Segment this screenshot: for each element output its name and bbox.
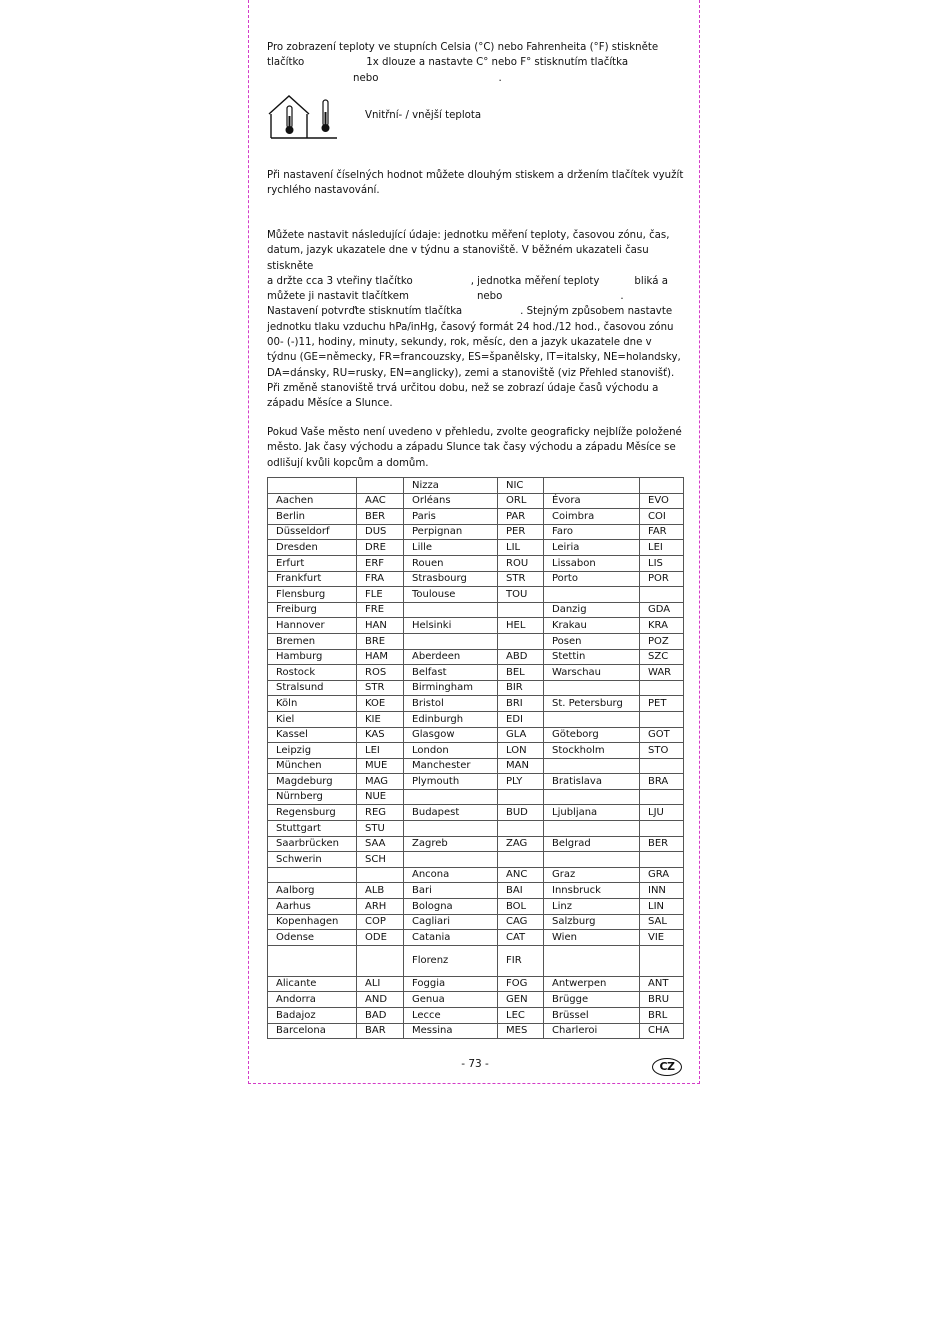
indoor-outdoor-label: Vnitřní- / vnější teplota: [365, 110, 482, 121]
city-name-cell: Kiel: [268, 711, 357, 727]
city-name-cell: Rostock: [268, 665, 357, 681]
para3-l3: [267, 274, 684, 289]
city-code-cell: [640, 945, 684, 976]
city-code-cell: [498, 633, 544, 649]
city-code-cell: PER: [498, 524, 544, 540]
city-code-cell: STR: [498, 571, 544, 587]
city-code-cell: STO: [640, 743, 684, 759]
para3-l5b: . Stejným způsobem nastavte: [520, 306, 673, 318]
city-code-cell: STR: [357, 680, 404, 696]
city-code-cell: ROS: [357, 665, 404, 681]
table-row: [268, 789, 684, 805]
city-code-cell: ALI: [357, 976, 404, 992]
city-code-cell: VIE: [640, 930, 684, 946]
city-code-cell: PAR: [498, 509, 544, 525]
city-code-cell: AND: [357, 992, 404, 1008]
city-name-cell: Zagreb: [404, 836, 498, 852]
house-thermometer-icon: [267, 94, 339, 140]
city-name-cell: Bologna: [404, 899, 498, 915]
para1-line3b: .: [498, 72, 502, 84]
city-code-cell: HAM: [357, 649, 404, 665]
city-code-cell: [640, 821, 684, 837]
city-code-cell: CAT: [498, 930, 544, 946]
city-code-cell: NIC: [498, 478, 544, 494]
city-name-cell: Ljubljana: [544, 805, 640, 821]
city-name-cell: Birmingham: [404, 680, 498, 696]
city-name-cell: Messina: [404, 1023, 498, 1039]
city-name-cell: Bratislava: [544, 774, 640, 790]
city-code-cell: [498, 789, 544, 805]
city-name-cell: [268, 867, 357, 883]
city-code-cell: FRE: [357, 602, 404, 618]
city-code-cell: NUE: [357, 789, 404, 805]
city-name-cell: Hannover: [268, 618, 357, 634]
city-code-cell: BEL: [498, 665, 544, 681]
city-code-cell: BRE: [357, 633, 404, 649]
table-row: [268, 602, 684, 618]
fast-adjust-paragraph: Při nastavení číselných hodnot můžete dlouhým stiskem a držením tlačítek využít rychlého nastavování.: [267, 170, 684, 197]
city-name-cell: Faro: [544, 524, 640, 540]
city-name-cell: Stettin: [544, 649, 640, 665]
city-name-cell: Foggia: [404, 976, 498, 992]
city-name-cell: Warschau: [544, 665, 640, 681]
city-code-cell: [357, 945, 404, 976]
city-name-cell: Alicante: [268, 976, 357, 992]
city-code-cell: COI: [640, 509, 684, 525]
city-code-cell: LEI: [640, 540, 684, 556]
table-row: [268, 930, 684, 946]
city-name-cell: Danzig: [544, 602, 640, 618]
city-name-cell: [404, 852, 498, 868]
table-row: [268, 836, 684, 852]
table-row: [268, 696, 684, 712]
city-code-cell: BAD: [357, 1008, 404, 1024]
city-code-cell: ODE: [357, 930, 404, 946]
city-code-cell: [498, 821, 544, 837]
city-name-cell: Orléans: [404, 493, 498, 509]
city-name-cell: Stockholm: [544, 743, 640, 759]
temperature-unit-paragraph: [267, 40, 684, 86]
city-code-cell: BRI: [498, 696, 544, 712]
city-name-cell: Hamburg: [268, 649, 357, 665]
table-row: [268, 524, 684, 540]
city-name-cell: Florenz: [404, 945, 498, 976]
table-row: [268, 992, 684, 1008]
city-name-cell: Rouen: [404, 555, 498, 571]
city-name-cell: Badajoz: [268, 1008, 357, 1024]
city-name-cell: [544, 789, 640, 805]
table-row: [268, 867, 684, 883]
city-code-cell: EVO: [640, 493, 684, 509]
city-code-cell: SAL: [640, 914, 684, 930]
city-name-cell: Kassel: [268, 727, 357, 743]
city-name-cell: Leipzig: [268, 743, 357, 759]
para1-line3: [267, 71, 684, 86]
city-code-cell: POR: [640, 571, 684, 587]
city-name-cell: Graz: [544, 867, 640, 883]
city-name-cell: Belgrad: [544, 836, 640, 852]
city-code-cell: [640, 680, 684, 696]
city-name-cell: Andorra: [268, 992, 357, 1008]
para1-line2a: tlačítko: [267, 57, 305, 69]
city-name-cell: Kopenhagen: [268, 914, 357, 930]
para3-l1: Můžete nastavit následující údaje: jednotku měření teploty, časovou zónu, čas,: [267, 230, 670, 241]
city-name-cell: Brüssel: [544, 1008, 640, 1024]
table-row: [268, 1008, 684, 1024]
city-name-cell: Perpignan: [404, 524, 498, 540]
city-name-cell: [544, 478, 640, 494]
table-row: [268, 618, 684, 634]
city-name-cell: Lissabon: [544, 555, 640, 571]
city-name-cell: Stralsund: [268, 680, 357, 696]
city-code-cell: BER: [357, 509, 404, 525]
city-name-cell: Nürnberg: [268, 789, 357, 805]
city-name-cell: Nizza: [404, 478, 498, 494]
city-code-cell: AAC: [357, 493, 404, 509]
table-row: [268, 711, 684, 727]
para3-l4: [267, 289, 684, 304]
city-code-cell: ABD: [498, 649, 544, 665]
city-code-cell: GEN: [498, 992, 544, 1008]
city-code-cell: [357, 478, 404, 494]
table-row: [268, 899, 684, 915]
para1-line3a: nebo: [353, 72, 379, 84]
table-row: [268, 821, 684, 837]
table-row: [268, 852, 684, 868]
city-name-cell: Düsseldorf: [268, 524, 357, 540]
para3-l4c: .: [620, 291, 624, 303]
city-name-cell: Schwerin: [268, 852, 357, 868]
city-code-cell: GRA: [640, 867, 684, 883]
para3-l5a: Nastavení potvrďte stisknutím tlačítka: [267, 306, 463, 318]
city-name-cell: Coimbra: [544, 509, 640, 525]
city-code-cell: HAN: [357, 618, 404, 634]
city-name-cell: Aberdeen: [404, 649, 498, 665]
city-code-cell: [640, 711, 684, 727]
table-row: [268, 649, 684, 665]
city-code-cell: CAG: [498, 914, 544, 930]
city-code-cell: ALB: [357, 883, 404, 899]
city-name-cell: [544, 945, 640, 976]
city-name-cell: Salzburg: [544, 914, 640, 930]
city-code-cell: ARH: [357, 899, 404, 915]
city-name-cell: Leiria: [544, 540, 640, 556]
para3-l5: [267, 304, 684, 319]
city-code-cell: [640, 852, 684, 868]
city-name-cell: Catania: [404, 930, 498, 946]
settings-paragraph: [267, 228, 684, 412]
city-name-cell: Plymouth: [404, 774, 498, 790]
city-code-cell: BER: [640, 836, 684, 852]
page-number: - 73 -: [461, 1058, 489, 1070]
table-row: [268, 805, 684, 821]
city-code-cell: POZ: [640, 633, 684, 649]
city-name-cell: Budapest: [404, 805, 498, 821]
city-name-cell: Dresden: [268, 540, 357, 556]
city-code-cell: LEC: [498, 1008, 544, 1024]
city-code-cell: [640, 587, 684, 603]
para1-line2: [267, 55, 684, 70]
table-row: [268, 540, 684, 556]
city-name-cell: [404, 633, 498, 649]
city-name-cell: Brügge: [544, 992, 640, 1008]
table-row: [268, 478, 684, 494]
city-code-cell: [640, 478, 684, 494]
city-name-cell: Paris: [404, 509, 498, 525]
location-table: [267, 477, 684, 1039]
table-row: [268, 1023, 684, 1039]
table-row: [268, 665, 684, 681]
city-code-cell: LIN: [640, 899, 684, 915]
city-name-cell: Wien: [544, 930, 640, 946]
city-code-cell: GDA: [640, 602, 684, 618]
city-code-cell: PET: [640, 696, 684, 712]
para3-l3b: , jednotka měření teploty: [470, 275, 600, 287]
city-code-cell: [640, 758, 684, 774]
city-name-cell: Glasgow: [404, 727, 498, 743]
city-name-cell: St. Petersburg: [544, 696, 640, 712]
city-code-cell: STU: [357, 821, 404, 837]
nearest-city-paragraph: Pokud Vaše město není uvedeno v přehledu, zvolte geograficky nejblíže položené město. Jak časy východu a západu Slunce tak časy východu a západu Měsíce se odlišují kvůli kopcům a domům.: [267, 427, 682, 469]
city-code-cell: LEI: [357, 743, 404, 759]
city-code-cell: DRE: [357, 540, 404, 556]
city-name-cell: Flensburg: [268, 587, 357, 603]
city-name-cell: Ancona: [404, 867, 498, 883]
city-code-cell: MAG: [357, 774, 404, 790]
city-code-cell: COP: [357, 914, 404, 930]
city-code-cell: [498, 852, 544, 868]
table-row: [268, 743, 684, 759]
city-code-cell: BRU: [640, 992, 684, 1008]
table-row: [268, 680, 684, 696]
city-code-cell: GOT: [640, 727, 684, 743]
city-name-cell: [404, 789, 498, 805]
city-code-cell: BRA: [640, 774, 684, 790]
city-name-cell: Berlin: [268, 509, 357, 525]
city-name-cell: Manchester: [404, 758, 498, 774]
city-code-cell: ORL: [498, 493, 544, 509]
city-code-cell: [498, 602, 544, 618]
city-name-cell: München: [268, 758, 357, 774]
city-name-cell: Linz: [544, 899, 640, 915]
city-name-cell: Évora: [544, 493, 640, 509]
language-badge: CZ: [652, 1058, 682, 1076]
city-name-cell: Köln: [268, 696, 357, 712]
city-code-cell: DUS: [357, 524, 404, 540]
city-name-cell: [404, 602, 498, 618]
city-name-cell: Strasbourg: [404, 571, 498, 587]
city-code-cell: KRA: [640, 618, 684, 634]
city-code-cell: CHA: [640, 1023, 684, 1039]
city-name-cell: Charleroi: [544, 1023, 640, 1039]
city-code-cell: HEL: [498, 618, 544, 634]
city-code-cell: SCH: [357, 852, 404, 868]
city-name-cell: Lille: [404, 540, 498, 556]
city-name-cell: Aachen: [268, 493, 357, 509]
city-name-cell: Posen: [544, 633, 640, 649]
city-code-cell: ZAG: [498, 836, 544, 852]
city-code-cell: WAR: [640, 665, 684, 681]
city-code-cell: FRA: [357, 571, 404, 587]
city-code-cell: BAR: [357, 1023, 404, 1039]
table-row: [268, 976, 684, 992]
city-code-cell: BUD: [498, 805, 544, 821]
city-code-cell: MUE: [357, 758, 404, 774]
para3-rest: jednotku tlaku vzduchu hPa/inHg, časový formát 24 hod./12 hod., časovou zónu 00- (-)11, hodiny, minuty, sekundy, rok, měsíc, den a jazyk ukazatele dne v týdnu (GE=německy, FR=francouzsky, ES=španělsky, IT=italsky, NE=holandsky, DA=dánsky, RU=rusky, EN=anglicky), zemi a stanoviště (viz Přehled stanovišť). Při změně stanoviště trvá určitou dobu, než se zobrazí údaje časů východu a západu Měsíce a Slunce.: [267, 321, 681, 410]
city-code-cell: MES: [498, 1023, 544, 1039]
city-name-cell: Porto: [544, 571, 640, 587]
city-name-cell: Innsbruck: [544, 883, 640, 899]
city-name-cell: Aalborg: [268, 883, 357, 899]
table-row: [268, 633, 684, 649]
table-row: [268, 509, 684, 525]
city-name-cell: Cagliari: [404, 914, 498, 930]
city-code-cell: SAA: [357, 836, 404, 852]
city-code-cell: [640, 789, 684, 805]
city-name-cell: Aarhus: [268, 899, 357, 915]
para3-l4a: můžete ji nastavit tlačítkem: [267, 291, 409, 303]
city-code-cell: BRL: [640, 1008, 684, 1024]
city-name-cell: Helsinki: [404, 618, 498, 634]
table-row: [268, 758, 684, 774]
city-code-cell: BIR: [498, 680, 544, 696]
city-code-cell: ANT: [640, 976, 684, 992]
city-name-cell: Erfurt: [268, 555, 357, 571]
city-name-cell: Toulouse: [404, 587, 498, 603]
city-code-cell: TOU: [498, 587, 544, 603]
city-code-cell: KAS: [357, 727, 404, 743]
city-code-cell: ANC: [498, 867, 544, 883]
para3-l4b: nebo: [476, 291, 503, 303]
city-code-cell: LIL: [498, 540, 544, 556]
city-code-cell: FLE: [357, 587, 404, 603]
para1-line1: Pro zobrazení teploty ve stupních Celsia (°C) nebo Fahrenheita (°F) stiskněte: [267, 42, 659, 53]
city-code-cell: PLY: [498, 774, 544, 790]
table-row: [268, 493, 684, 509]
table-row: [268, 571, 684, 587]
city-code-cell: INN: [640, 883, 684, 899]
city-code-cell: MAN: [498, 758, 544, 774]
city-name-cell: Magdeburg: [268, 774, 357, 790]
city-code-cell: FOG: [498, 976, 544, 992]
city-name-cell: Krakau: [544, 618, 640, 634]
city-name-cell: Bari: [404, 883, 498, 899]
city-name-cell: Frankfurt: [268, 571, 357, 587]
city-name-cell: Bristol: [404, 696, 498, 712]
city-code-cell: KIE: [357, 711, 404, 727]
city-name-cell: Edinburgh: [404, 711, 498, 727]
city-code-cell: REG: [357, 805, 404, 821]
city-code-cell: SZC: [640, 649, 684, 665]
city-name-cell: Belfast: [404, 665, 498, 681]
city-name-cell: [268, 945, 357, 976]
para3-l3c: bliká a: [634, 275, 668, 287]
city-code-cell: GLA: [498, 727, 544, 743]
table-row: [268, 914, 684, 930]
city-code-cell: FIR: [498, 945, 544, 976]
city-name-cell: Stuttgart: [268, 821, 357, 837]
city-code-cell: BOL: [498, 899, 544, 915]
city-name-cell: Regensburg: [268, 805, 357, 821]
city-name-cell: [544, 587, 640, 603]
city-name-cell: Bremen: [268, 633, 357, 649]
city-name-cell: [544, 680, 640, 696]
city-code-cell: LJU: [640, 805, 684, 821]
para1-line2b: 1x dlouze a nastavte C° nebo F° stisknutím tlačítka: [366, 57, 629, 69]
city-name-cell: Göteborg: [544, 727, 640, 743]
table-row: [268, 555, 684, 571]
city-name-cell: [544, 852, 640, 868]
city-name-cell: Antwerpen: [544, 976, 640, 992]
city-name-cell: Genua: [404, 992, 498, 1008]
city-name-cell: Freiburg: [268, 602, 357, 618]
city-name-cell: [544, 821, 640, 837]
table-row: [268, 945, 684, 976]
city-name-cell: [268, 478, 357, 494]
city-name-cell: Lecce: [404, 1008, 498, 1024]
city-code-cell: ROU: [498, 555, 544, 571]
table-row: [268, 774, 684, 790]
city-name-cell: Barcelona: [268, 1023, 357, 1039]
city-code-cell: LIS: [640, 555, 684, 571]
city-code-cell: LON: [498, 743, 544, 759]
city-code-cell: FAR: [640, 524, 684, 540]
city-name-cell: London: [404, 743, 498, 759]
city-name-cell: Odense: [268, 930, 357, 946]
para3-l2: datum, jazyk ukazatele dne v týdnu a stanoviště. V běžném ukazateli času stiskněte: [267, 245, 649, 272]
city-name-cell: [404, 821, 498, 837]
para3-l3a: a držte cca 3 vteřiny tlačítko: [267, 275, 413, 287]
city-code-cell: ERF: [357, 555, 404, 571]
indoor-outdoor-temperature-row: [267, 94, 684, 140]
city-name-cell: [544, 758, 640, 774]
city-code-cell: [357, 867, 404, 883]
city-code-cell: KOE: [357, 696, 404, 712]
table-row: [268, 587, 684, 603]
city-code-cell: EDI: [498, 711, 544, 727]
city-name-cell: [544, 711, 640, 727]
city-code-cell: BAI: [498, 883, 544, 899]
table-row: [268, 883, 684, 899]
city-name-cell: Saarbrücken: [268, 836, 357, 852]
table-row: [268, 727, 684, 743]
